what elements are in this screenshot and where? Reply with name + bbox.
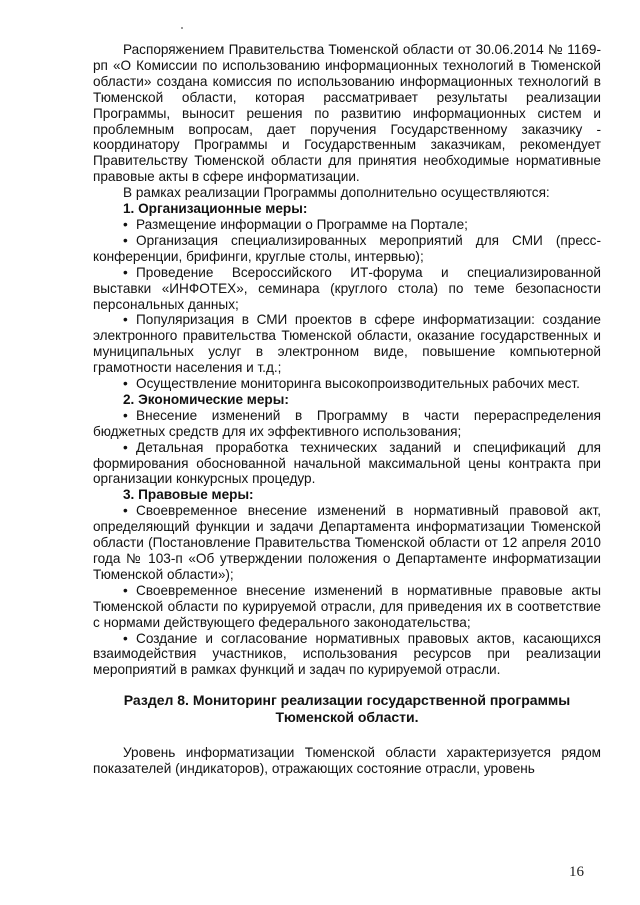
bullet-icon: • — [123, 376, 128, 392]
list-item-text: Популяризация в СМИ проектов в сфере информатизации: создание электронного правительства Тюменской области, оказание государственных и муниципальных услуг в электронном виде, повышение компьютерной грамотности населения и т.д.; — [93, 312, 601, 376]
list-item-text: Своевременное внесение изменений в нормативные правовые акты Тюменской области по курируемой отрасли, для приведения их в соответствие с нормами действующего федерального законодательства; — [93, 582, 601, 630]
list-item — [93, 408, 601, 440]
list-item — [93, 233, 601, 265]
list-item-text: Размещение информации о Программе на Портале; — [136, 216, 468, 232]
paragraph-commission: Распоряжением Правительства Тюменской области от 30.06.2014 № 1169-рп «О Комиссии по использованию информационных технологий в Тюменской области» создана комиссия по использованию информационных технологий в Тюменской области, которая рассматривает результаты реализации Программы, выносит решения по развитию информационных систем и проблемным вопросам, дает поручения Государственному заказчику - координатору Программы и Государственным заказчикам, рекомендует Правительству Тюменской области для принятия необходимые нормативные правовые акты в сфере информатизации. — [93, 42, 601, 185]
section-title: Раздел 8. Мониторинг реализации государственной программы Тюменской области. — [123, 692, 571, 725]
list-item — [93, 376, 601, 392]
scan-speck — [181, 27, 183, 29]
bullet-icon: • — [123, 630, 128, 646]
list-item-text: Проведение Всероссийского ИТ-форума и специализированной выставки «ИНФОТЕХ», семинара (круглого стола) по теме безопасности персональных данных; — [93, 264, 601, 312]
bullet-icon: • — [123, 439, 128, 455]
bullet-icon: • — [123, 503, 128, 519]
list-item — [93, 217, 601, 233]
list-item-text: Осуществление мониторинга высокопроизводительных рабочих мест. — [136, 376, 580, 392]
bullet-icon: • — [123, 582, 128, 598]
document-page — [93, 42, 601, 777]
bullet-icon: • — [123, 407, 128, 423]
bullet-icon: • — [123, 264, 128, 280]
paragraph-informatization-level: Уровень информатизации Тюменской области характеризуется рядом показателей (индикаторов), отражающих состояние отрасли, уровень — [93, 745, 601, 777]
bullet-icon: • — [123, 312, 128, 328]
heading-economic-measures: 2. Экономические меры: — [123, 391, 289, 407]
bullet-icon: • — [123, 232, 128, 248]
list-item — [93, 440, 601, 488]
list-item — [93, 312, 601, 376]
list-item-text: Детальная проработка технических заданий и спецификаций для формирования обоснованной начальной максимальной цены контракта при организации конкурсных процедур. — [93, 439, 601, 487]
heading-organizational-measures: 1. Организационные меры: — [123, 201, 308, 217]
page-number: 16 — [569, 864, 584, 880]
list-item — [93, 265, 601, 313]
heading-legal-measures: 3. Правовые меры: — [123, 487, 254, 503]
list-item-text: Организация специализированных мероприятий для СМИ (пресс-конференции, брифинги, круглые столы, интервью); — [93, 232, 601, 264]
bullet-icon: • — [123, 216, 128, 232]
list-item-text: Создание и согласование нормативных правовых актов, касающихся взаимодействия участников, использования ресурсов при реализации мероприятий в рамках функций и задач по курируемой отрасли. — [93, 630, 601, 678]
list-item-text: Внесение изменений в Программу в части перераспределения бюджетных средств для их эффективного использования; — [93, 407, 601, 439]
list-item — [93, 583, 601, 631]
paragraph-intro: В рамках реализации Программы дополнительно осуществляются: — [123, 185, 550, 201]
list-item-text: Своевременное внесение изменений в нормативный правовой акт, определяющий функции и задачи Департамента информатизации Тюменской области (Постановление Правительства Тюменской области от 12 апреля 2010 года № 103-п «Об утверждении положения о Департаменте информатизации Тюменской области»); — [93, 503, 601, 582]
list-item — [93, 631, 601, 679]
spacer — [93, 725, 601, 745]
list-item — [93, 503, 601, 583]
